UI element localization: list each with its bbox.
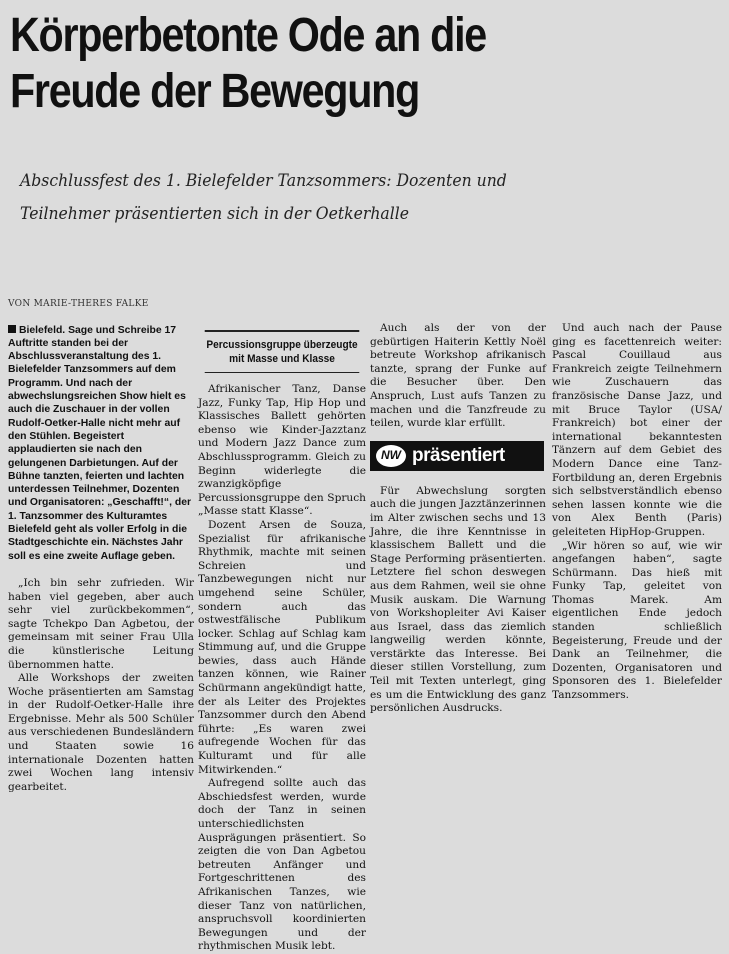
body-paragraph: Alle Workshops der zweiten Woche präsentierten am Samstag in der Rudolf-Oetker-Halle ihre Ergebnisse. Mehr als 500 Schüler aus verschiedenen Bundesländern und Staaten sowie 16 internationale Dozenten hatten zwei Wochen lang intensiv gearbeitet. xyxy=(8,672,194,793)
article-column-2 xyxy=(198,330,366,954)
body-paragraph: Aufregend sollte auch das Abschiedsfest werden, wurde doch der Tanz in seinen unterschiedlichsten Ausprägungen präsentiert. So zeigten die von Dan Agbetou betreuten Anfänger und Fortgeschrittenen des Afrikanischen Tanzes, wie dieser Tanz von natürlichen, anspruchsvoll koordinierten Bewegungen und der rhythmischen Musik lebt. xyxy=(198,777,366,953)
nw-praesentiert-badge xyxy=(370,441,544,471)
subheadline xyxy=(20,165,507,231)
section-subhead-line-1: Percussionsgruppe überzeugte xyxy=(206,339,358,351)
bullet-square-icon xyxy=(8,325,16,333)
subheadline-line-1: Abschlussfest des 1. Bielefelder Tanzsommers: Dozenten und xyxy=(20,171,507,191)
body-paragraph: „Wir hören so auf, wie wir angefangen haben“, sagte Schürmann. Das hieß mit Funky Tap, geleitet von Thomas Marek. Am eigentlichen Ende jedoch standen schließlich Begeisterung, Freude und der Dank an Teilnehmer, die Dozenten, Organisatoren und Sponsoren des 1. Bielefelder Tanzsommers. xyxy=(552,539,722,702)
byline: VON MARIE-THERES FALKE xyxy=(8,299,149,309)
article-column-1 xyxy=(8,298,194,794)
nw-logo-icon: NW xyxy=(376,445,406,467)
article-column-3 xyxy=(370,322,546,716)
body-paragraph: „Ich bin sehr zufrieden. Wir haben viel gegeben, aber auch sehr viel zurückbekommen“, sagte Tchekpo Dan Agbetou, der gemeinsam mit seiner Frau Ulla die künstlerische Leitung übernommen hatte. xyxy=(8,576,194,671)
headline-line-1: Körperbetonte Ode an die xyxy=(10,9,486,62)
body-paragraph: Afrikanischer Tanz, Danse Jazz, Funky Tap, Hip Hop und Klassisches Ballett gehörten ebenso wie Kinder-Jazztanz und Modern Jazz Dance zum Abschlussprogramm. Gleich zu Beginn widerlegte die zwanzigköpfige Percussionsgruppe den Spruch „Masse statt Klasse“. xyxy=(198,383,366,518)
badge-label: präsentiert xyxy=(412,444,505,466)
body-paragraph: Dozent Arsen de Souza, Spezialist für afrikanische Rhythmik, machte mit seinen Schreien und Tanzbewegungen nicht nur umgehend seine Schüler, sondern auch das ostwestfälische Publikum locker. Schlag auf Schlag kam Stimmung auf, und die Gruppe bewies, dass auch Hände tanzen können, wie Rainer Schürmann angekündigt hatte, der als Leiter des Projektes Tanzsommer durch den Abend führte: „Es waren zwei aufregende Wochen für das Kulturamt und für alle Mitwirkenden.“ xyxy=(198,518,366,776)
section-subhead xyxy=(205,330,360,373)
article-column-4 xyxy=(552,322,722,703)
subheadline-line-2: Teilnehmer präsentierten sich in der Oetkerhalle xyxy=(20,204,410,224)
body-paragraph: Und auch nach der Pause ging es facettenreich weiter: Pascal Couillaud aus Frankreich zeigte Teilnehmern wie Zuschauern das französische Danse Jazz, und mit Bruce Taylor (USA/ Frankreich) bot einer der international bekanntesten Tänzern auf dem Gebiet des Modern Dance eine Tanz-Fortbildung an, deren Ergebnis sich selbstverständlich ebenso sehen lassen konnte wie die von Alex Benth (Paris) geleiteten HipHop-Gruppen. xyxy=(552,322,722,538)
body-paragraph: Auch als der von der gebürtigen Haiterin Kettly Noël betreute Workshop afrikanisch tanzte, sprang der Funke auf die Besucher über. Den Anspruch, Lust aufs Tanzen zu machen und die Tanzfreude zu teilen, wurde klar erfüllt. xyxy=(370,322,546,430)
section-subhead-line-2: mit Masse und Klasse xyxy=(229,353,335,365)
headline-line-2: Freude der Bewegung xyxy=(10,65,419,118)
lead-text: Bielefeld. Sage und Schreibe 17 Auftritte standen bei der Abschlussveranstaltung des 1. Bielefelder Tanzsommers auf dem Programm. Und nach der abwechslungsreichen Show hielt es auch die Zuschauer in der vollen Rudolf-Oetker-Halle nicht mehr auf den Stühlen. Begeistert applaudierten sie nach den gelungenen Darbietungen. Auf der Bühne tanzten, feierten und lachten unterdessen Teilnehmer, Dozenten und Organisatoren: „Geschafft!“, der 1. Tanzsommer des Kulturamtes Bielefeld geht als voller Erfolg in die Stadtgeschichte ein. Nächstes Jahr soll es eine zweite Auflage geben. xyxy=(8,324,192,562)
headline xyxy=(10,8,486,120)
lead-paragraph xyxy=(8,324,194,563)
body-paragraph: Für Abwechslung sorgten auch die jungen Jazztänzerinnen im Alter zwischen sechs und 13 Jahre, die ihre Kenntnisse in klassischem Ballett und die Stage Performing präsentierten. Letztere fiel schon deswegen aus dem Rahmen, weil sie ohne Musik auskam. Die Warnung von Workshopleiter Avi Kaiser aus Israel, dass das ziemlich langweilig werden könnte, verstärkte das Interesse. Bei dieser stillen Vorstellung, zum Teil mit Texten unterlegt, ging es um die Entwicklung des ganz persönlichen Ausdrucks. xyxy=(370,484,546,715)
